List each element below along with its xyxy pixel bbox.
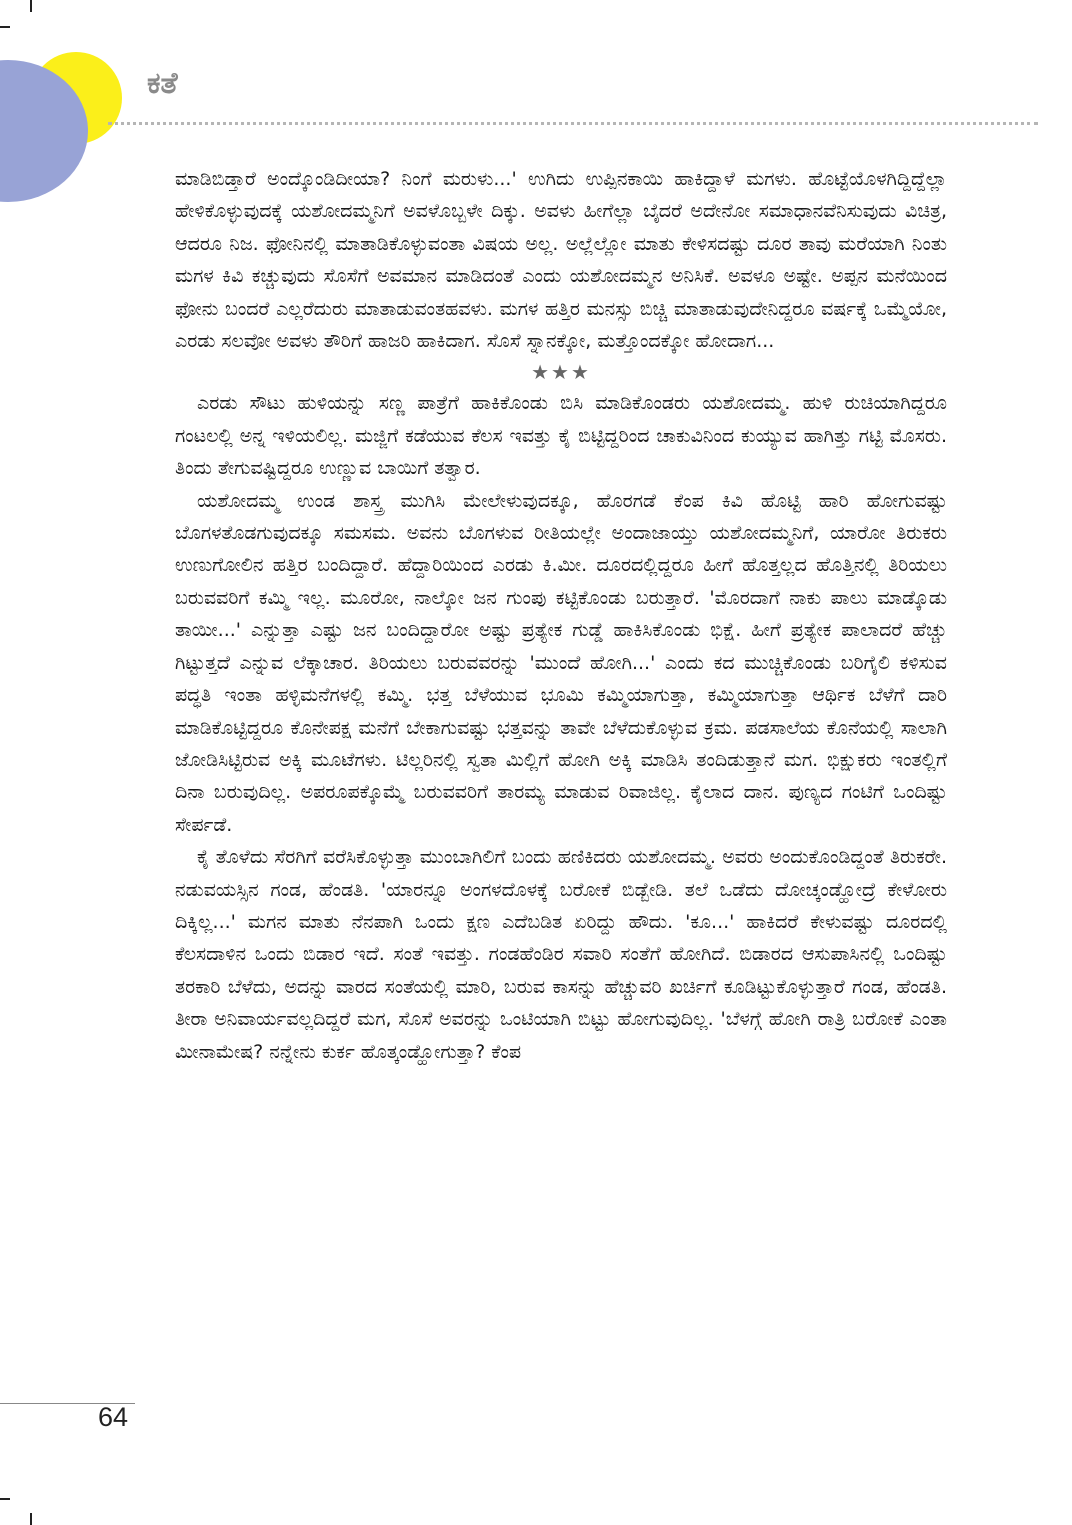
section-label: ಕತೆ bbox=[147, 66, 178, 101]
section-separator: ★★★ bbox=[531, 360, 591, 385]
crop-mark-top-left bbox=[30, 0, 32, 12]
paragraph: ಕೈ ತೊಳೆದು ಸೆರಗಿಗೆ ವರೆಸಿಕೊಳ್ಳುತ್ತಾ ಮುಂಬಾಗಿಲಿಗೆ ಬಂದು ಹಣಿಕಿದರು ಯಶೋದಮ್ಮ. ಅವರು ಅಂದುಕೊಂಡಿದ್ದಂತೆ ತಿರುಕರೇ. ನಡುವಯಸ್ಸಿನ ಗಂಡ, ಹೆಂಡತಿ. 'ಯಾರನ್ನೂ ಅಂಗಳದೊಳಕ್ಕೆ ಬರೋಕೆ ಬಿಡ್ಬೇಡಿ. ತಲೆ ಒಡೆದು ದೋಚ್ಕಂಡ್ಹೋದ್ರೆ ಕೇಳೋರು ದಿಕ್ಕಿಲ್ಲ...' ಮಗನ ಮಾತು ನೆನಪಾಗಿ ಒಂದು ಕ್ಷಣ ಎದೆಬಡಿತ ಏರಿದ್ದು ಹೌದು. 'ಕೂ...' ಹಾಕಿದರೆ ಕೇಳುವಷ್ಟು ದೂರದಲ್ಲಿ ಕೆಲಸದಾಳಿನ ಒಂದು ಬಿಡಾರ ಇದೆ. ಸಂತೆ ಇವತ್ತು. ಗಂಡಹೆಂಡಿರ ಸವಾರಿ ಸಂತೆಗೆ ಹೋಗಿದೆ. ಬಿಡಾರದ ಆಸುಪಾಸಿನಲ್ಲಿ ಒಂದಿಷ್ಟು ತರಕಾರಿ ಬೆಳೆದು, ಅದನ್ನು ವಾರದ ಸಂತೆಯಲ್ಲಿ ಮಾರಿ, ಬರುವ ಕಾಸನ್ನು ಹೆಚ್ಚುವರಿ ಖರ್ಚಿಗೆ ಕೂಡಿಟ್ಟುಕೊಳ್ಳುತ್ತಾರೆ ಗಂಡ, ಹೆಂಡತಿ. ತೀರಾ ಅನಿವಾರ್ಯವಲ್ಲದಿದ್ದರೆ ಮಗ, ಸೊಸೆ ಅವರನ್ನು ಒಂಟಿಯಾಗಿ ಬಿಟ್ಟು ಹೋಗುವುದಿಲ್ಲ. 'ಬೆಳಗ್ಗೆ ಹೋಗಿ ರಾತ್ರಿ ಬರೋಕೆ ಎಂತಾ ಮೀನಾಮೇಷ? ನನ್ನೇನು ಕುರ್ಕ ಹೊತ್ಕಂಡ್ಹೋಗುತ್ತಾ? ಕೆಂಪ bbox=[175, 846, 947, 1063]
paragraph: ಎರಡು ಸೌಟು ಹುಳಿಯನ್ನು ಸಣ್ಣ ಪಾತ್ರೆಗೆ ಹಾಕಿಕೊಂಡು ಬಿಸಿ ಮಾಡಿಕೊಂಡರು ಯಶೋದಮ್ಮ. ಹುಳಿ ರುಚಿಯಾಗಿದ್ದರೂ ಗಂಟಲಲ್ಲಿ ಅನ್ನ ಇಳಿಯಲಿಲ್ಲ. ಮಜ್ಜಿಗೆ ಕಡೆಯುವ ಕೆಲಸ ಇವತ್ತು ಕೈ ಬಿಟ್ಟಿದ್ದರಿಂದ ಚಾಕುವಿನಿಂದ ಕುಯ್ಯುವ ಹಾಗಿತ್ತು ಗಟ್ಟಿ ಮೊಸರು. ತಿಂದು ತೇಗುವಷ್ಟಿದ್ದರೂ ಉಣ್ಣುವ ಬಾಯಿಗೆ ತತ್ವಾರ. bbox=[175, 392, 947, 480]
crop-mark-bottom-left bbox=[30, 1513, 32, 1525]
header-dotted-rule bbox=[108, 122, 1038, 125]
paragraph: ಯಶೋದಮ್ಮ ಉಂಡ ಶಾಸ್ತ್ರ ಮುಗಿಸಿ ಮೇಲೇಳುವುದಕ್ಕೂ, ಹೊರಗಡೆ ಕೆಂಪ ಕಿವಿ ಹೊಟ್ಟಿ ಹಾರಿ ಹೋಗುವಷ್ಟು ಬೊಗಳತೊಡಗುವುದಕ್ಕೂ ಸಮಸಮ. ಅವನು ಬೊಗಳುವ ರೀತಿಯಲ್ಲೇ ಅಂದಾಜಾಯ್ತು ಯಶೋದಮ್ಮನಿಗೆ, ಯಾರೋ ತಿರುಕರು ಉಣುಗೋಲಿನ ಹತ್ತಿರ ಬಂದಿದ್ದಾರೆ. ಹೆದ್ದಾರಿಯಿಂದ ಎರಡು ಕಿ.ಮೀ. ದೂರದಲ್ಲಿದ್ದರೂ ಹೀಗೆ ಹೊತ್ತಲ್ಲದ ಹೊತ್ತಿನಲ್ಲಿ ತಿರಿಯಲು ಬರುವವರಿಗೆ ಕಮ್ಮಿ ಇಲ್ಲ. ಮೂರೋ, ನಾಲ್ಕೋ ಜನ ಗುಂಪು ಕಟ್ಟಿಕೊಂಡು ಬರುತ್ತಾರೆ. 'ಮೊರದಾಗೆ ನಾಕು ಪಾಲು ಮಾಡ್ಕೊಡು ತಾಯೀ...' ಎನ್ನುತ್ತಾ ಎಷ್ಟು ಜನ ಬಂದಿದ್ದಾರೋ ಅಷ್ಟು ಪ್ರತ್ಯೇಕ ಗುಡ್ಡೆ ಹಾಕಿಸಿಕೊಂಡು ಭಿಕ್ಷೆ. ಹೀಗೆ ಪ್ರತ್ಯೇಕ ಪಾಲಾದರೆ ಹೆಚ್ಚು ಗಿಟ್ಟುತ್ತದೆ ಎನ್ನುವ ಲೆಕ್ಕಾಚಾರ. ತಿರಿಯಲು ಬರುವವರನ್ನು 'ಮುಂದೆ ಹೋಗಿ...' ಎಂದು ಕದ ಮುಚ್ಚಿಕೊಂಡು ಬರಿಗೈಲಿ ಕಳಿಸುವ ಪದ್ಧತಿ ಇಂತಾ ಹಳ್ಳಿಮನೆಗಳಲ್ಲಿ ಕಮ್ಮಿ. ಭತ್ತ ಬೆಳೆಯುವ ಭೂಮಿ ಕಮ್ಮಿಯಾಗುತ್ತಾ, ಕಮ್ಮಿಯಾಗುತ್ತಾ ಆರ್ಥಿಕ ಬೆಳೆಗೆ ದಾರಿ ಮಾಡಿಕೊಟ್ಟಿದ್ದರೂ ಕೊನೇಪಕ್ಷ ಮನೆಗೆ ಬೇಕಾಗುವಷ್ಟು ಭತ್ತವನ್ನು ತಾವೇ ಬೆಳೆದುಕೊಳ್ಳುವ ಕ್ರಮ. ಪಡಸಾಲೆಯ ಕೊನೆಯಲ್ಲಿ ಸಾಲಾಗಿ ಜೋಡಿಸಿಟ್ಟಿರುವ ಅಕ್ಕಿ ಮೂಟೆಗಳು. ಟಿಲ್ಲರಿನಲ್ಲಿ ಸ್ವತಾ ಮಿಲ್ಲಿಗೆ ಹೋಗಿ ಅಕ್ಕಿ ಮಾಡಿಸಿ ತಂದಿಡುತ್ತಾನೆ ಮಗ. ಭಿಕ್ಷುಕರು ಇಂತಲ್ಲಿಗೆ ದಿನಾ ಬರುವುದಿಲ್ಲ. ಅಪರೂಪಕ್ಕೊಮ್ಮೆ ಬರುವವರಿಗೆ ತಾರಮ್ಯ ಮಾಡುವ ರಿವಾಜಿಲ್ಲ. ಕೈಲಾದ ದಾನ. ಪುಣ್ಯದ ಗಂಟಿಗೆ ಒಂದಿಷ್ಟು ಸೇರ್ಪಡೆ. bbox=[175, 489, 947, 836]
crop-mark-bottom-left-side bbox=[0, 1498, 10, 1500]
page-number: 64 bbox=[98, 1402, 129, 1432]
story-body bbox=[175, 163, 947, 1068]
paragraph: ಮಾಡಿಬಿಡ್ತಾರೆ ಅಂದ್ಕೊಂಡಿದೀಯಾ? ನಿಂಗೆ ಮರುಳು...' ಉಗಿದು ಉಪ್ಪಿನಕಾಯಿ ಹಾಕಿದ್ದಾಳೆ ಮಗಳು. ಹೊಟ್ಟೆಯೊಳಗಿದ್ದಿದ್ದೆಲ್ಲಾ ಹೇಳಿಕೊಳ್ಳುವುದಕ್ಕೆ ಯಶೋದಮ್ಮನಿಗೆ ಅವಳೊಬ್ಬಳೇ ದಿಕ್ಕು. ಅವಳು ಹೀಗೆಲ್ಲಾ ಬೈದರೆ ಅದೇನೋ ಸಮಾಧಾನವೆನಿಸುವುದು ವಿಚಿತ್ರ, ಆದರೂ ನಿಜ. ಫೋನಿನಲ್ಲಿ ಮಾತಾಡಿಕೊಳ್ಳುವಂತಾ ವಿಷಯ ಅಲ್ಲ. ಅಲ್ಲೆಲ್ಲೋ ಮಾತು ಕೇಳಿಸದಷ್ಟು ದೂರ ತಾವು ಮರೆಯಾಗಿ ನಿಂತು ಮಗಳ ಕಿವಿ ಕಚ್ಚುವುದು ಸೊಸೆಗೆ ಅವಮಾನ ಮಾಡಿದಂತೆ ಎಂದು ಯಶೋದಮ್ಮನ ಅನಿಸಿಕೆ. ಅವಳೂ ಅಷ್ಟೇ. ಅಪ್ಪನ ಮನೆಯಿಂದ ಫೋನು ಬಂದರೆ ಎಲ್ಲರೆದುರು ಮಾತಾಡುವಂತಹವಳು. ಮಗಳ ಹತ್ತಿರ ಮನಸ್ಸು ಬಿಚ್ಚಿ ಮಾತಾಡುವುದೇನಿದ್ದರೂ ವರ್ಷಕ್ಕೆ ಒಮ್ಮೆಯೋ, ಎರಡು ಸಲವೋ ಅವಳು ತೌರಿಗೆ ಹಾಜರಿ ಹಾಕಿದಾಗ. ಸೊಸೆ ಸ್ನಾನಕ್ಕೋ, ಮತ್ತೊಂದಕ್ಕೋ ಹೋದಾಗ... bbox=[175, 168, 947, 353]
crop-mark-top-left-side bbox=[0, 26, 10, 28]
